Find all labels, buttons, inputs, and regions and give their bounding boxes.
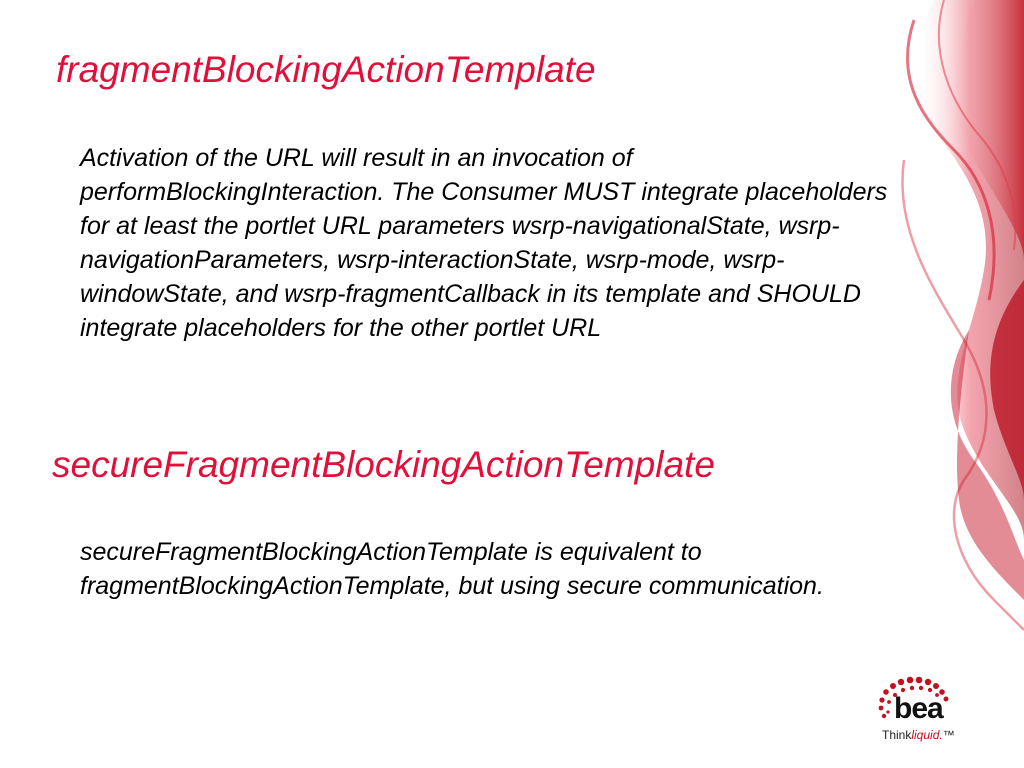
bea-logo-wordmark: bea <box>894 692 943 725</box>
tagline-think: Think <box>882 728 912 742</box>
section-body-fragment-blocking: Activation of the URL will result in an invocation of performBlockingInteraction. The Consumer MUST integrate placeholders for at least the portlet URL parameters wsrp-navigationalState, wsrp-navigationParameters, wsrp-interactionState, wsrp-mode, wsrp-windowState, and wsrp-fragmentCallback in its template and SHOULD integrate placeholders for the other portlet URL <box>80 144 888 342</box>
tagline-trademark: ™ <box>942 728 955 742</box>
section-body-secure-fragment-blocking: secureFragmentBlockingActionTemplate is equivalent to fragmentBlockingActionTemplate, but using secure communication. <box>80 538 824 600</box>
bea-logo <box>874 676 964 746</box>
tagline-liquid: liquid. <box>911 728 943 742</box>
section-heading-secure-fragment-blocking: secureFragmentBlockingActionTemplate <box>52 444 715 485</box>
bea-logo-tagline <box>882 728 955 742</box>
section-heading-fragment-blocking: fragmentBlockingActionTemplate <box>56 49 596 90</box>
